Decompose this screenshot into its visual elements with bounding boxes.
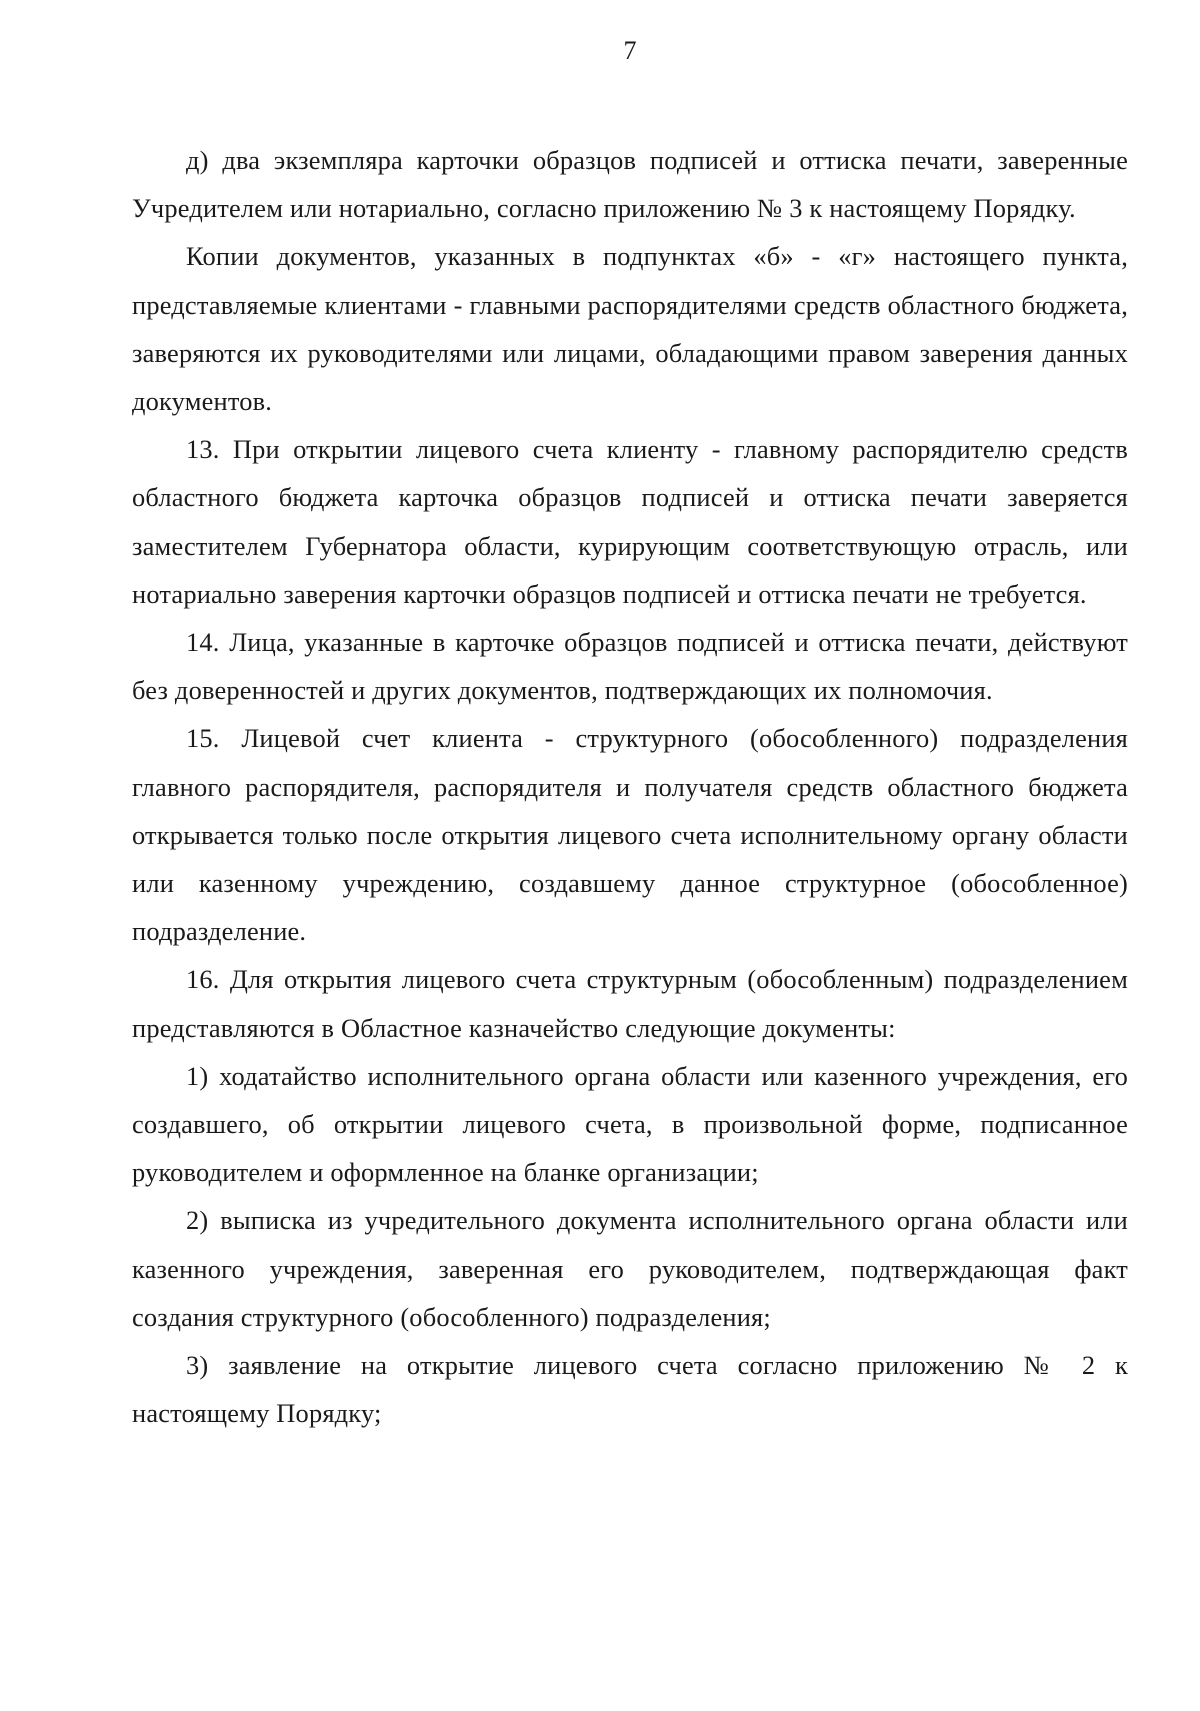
paragraph-13: 13. При открытии лицевого счета клиенту - главному распорядителю средств областного бюджета карточка образцов подписей и оттиска печати заверяется заместителем Губернатора области, курирующим соответствующую отрасль, или нотариально заверения карточки образцов подписей и оттиска печати не требуется. [132,434,1128,609]
paragraph-d-signature-cards: д) два экземпляра карточки образцов подписей и оттиска печати, заверенные Учредителем или нотариально, согласно приложению № 3 к настоящему Порядку. [132,145,1128,224]
paragraph-document-copies: Копии документов, указанных в подпунктах «б» - «г» настоящего пункта, представляемые клиентами - главными распорядителями средств областного бюджета, заверяются их руководителями или лицами, обладающими правом заверения данных документов. [132,241,1128,417]
paragraph-16: 16. Для открытия лицевого счета структурным (обособленным) подразделением представляются в Областное казначейство следующие документы: [132,964,1128,1043]
paragraph-15: 15. Лицевой счет клиента - структурного (обособленного) подразделения главного распорядителя, распорядителя и получателя средств областного бюджета открывается только после открытия лицевого счета исполнительному органу области или казенному учреждению, создавшему данное структурное (обособленное) подразделение. [132,723,1128,947]
paragraph-14: 14. Лица, указанные в карточке образцов подписей и оттиска печати, действуют без доверенностей и других документов, подтверждающих их полномочия. [132,627,1128,706]
page-number: 7 [623,36,637,65]
list-item-1: 1) ходатайство исполнительного органа области или казенного учреждения, его создавшего, об открытии лицевого счета, в произвольной форме, подписанное руководителем и оформленное на бланке организации; [132,1060,1128,1188]
list-item-2: 2) выписка из учредительного документа исполнительного органа области или казенного учреждения, заверенная его руководителем, подтверждающая факт создания структурного (обособленного) подразделения; [132,1205,1128,1332]
document-body [132,136,1128,1437]
list-item-3: 3) заявление на открытие лицевого счета согласно приложению № 2 к настоящему Порядку; [132,1350,1128,1429]
